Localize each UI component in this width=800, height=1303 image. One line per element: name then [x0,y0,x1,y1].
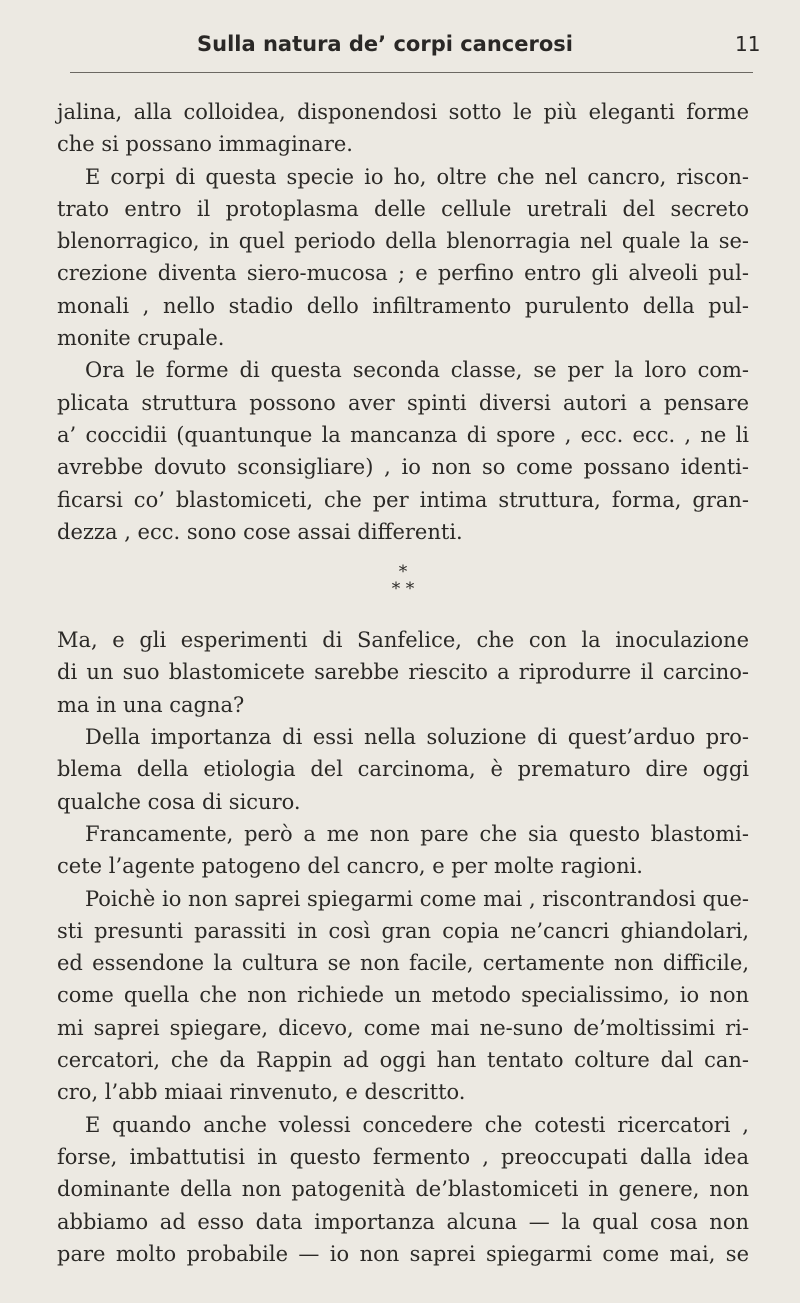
text-line: sti presunti parassiti in così gran copia ne’cancri ghiandolari, [57,918,749,943]
text-line: Poichè io non saprei spiegarmi come mai , riscontrandosi que- [85,886,750,911]
text-line: monali , nello stadio dello infiltramento purulento della pul- [57,293,749,318]
text-line: dominante della non patogenità de’blastomiceti in genere, non [57,1177,749,1202]
text-line: ed essendone la cultura se non facile, certamente non difficile, [57,951,749,976]
text-line: blenorragico, in quel periodo della blenorragia nel quale la se- [57,229,749,254]
text-line: trato entro il protoplasma delle cellule uretrali del secreto [57,196,749,221]
text-line: E corpi di questa specie io ho, oltre che nel cancro, riscon- [85,164,749,189]
text-line: avrebbe dovuto sconsigliare) , io non so come possano identi- [57,455,749,480]
text-line: Della importanza di essi nella soluzione di quest’arduo pro- [85,725,749,750]
text-line: abbiamo ad esso data importanza alcuna — la qual cosa non [57,1209,749,1234]
text-line: Ora le forme di questa seconda classe, se per la loro com- [85,358,749,383]
text-line: Francamente, però a me non pare che sia questo blastomi- [85,821,749,846]
text-line: di un suo blastomicete sarebbe riescito a riprodurre il carcino- [57,660,749,685]
text-line: a’ coccidii (quantunque la mancanza di spore , ecc. ecc. , ne li [57,422,749,447]
text-line: ficarsi co’ blastomiceti, che per intima struttura, forma, gran- [57,487,749,512]
text-line: come quella che non richiede un metodo specialissimo, io non [57,983,749,1008]
page-number: 11 [735,32,761,56]
body-text [57,96,749,1270]
text-line: blema della etiologia del carcinoma, è prematuro dire oggi [57,757,749,782]
running-title: Sulla natura de’ corpi cancerosi [197,32,573,56]
text-line: cro, l’abb miaai rinvenuto, e descritto. [57,1080,466,1105]
text-line: Ma, e gli esperimenti di Sanfelice, che con la inoculazione [57,628,749,653]
text-line: qualche cosa di sicuro. [57,789,301,814]
header-rule [70,72,753,73]
text-line: che si possano immaginare. [57,132,353,157]
text-line: plicata struttura possono aver spinti diversi autori a pensare [57,390,749,415]
text-line: cercatori, che da Rappin ad oggi han tentato colture dal can- [57,1048,749,1073]
text-line: E quando anche volessi concedere che cotesti ricercatori , [85,1112,749,1137]
text-line: forse, imbattutisi in questo fermento , preoccupati dalla idea [57,1144,749,1169]
text-line: dezza , ecc. sono cose assai differenti. [57,519,463,544]
text-line: jalina, alla colloidea, disponendosi sotto le più eleganti forme [57,100,749,124]
text-line: pare molto probabile — io non saprei spiegarmi come mai, se [57,1241,749,1266]
text-line: cete l’agente patogeno del cancro, e per molte ragioni. [57,854,643,879]
text-line: monite crupale. [57,326,225,351]
page-header [0,20,800,80]
asterism-bottom: * * [391,579,415,600]
asterism-top: * [398,562,408,583]
text-line: ma in una cagna? [57,692,245,717]
text-line: crezione diventa siero-mucosa ; e perfino entro gli alveoli pul- [57,261,749,286]
text-line: mi saprei spiegare, dicevo, come mai ne-suno de’moltissimi ri- [57,1015,749,1040]
